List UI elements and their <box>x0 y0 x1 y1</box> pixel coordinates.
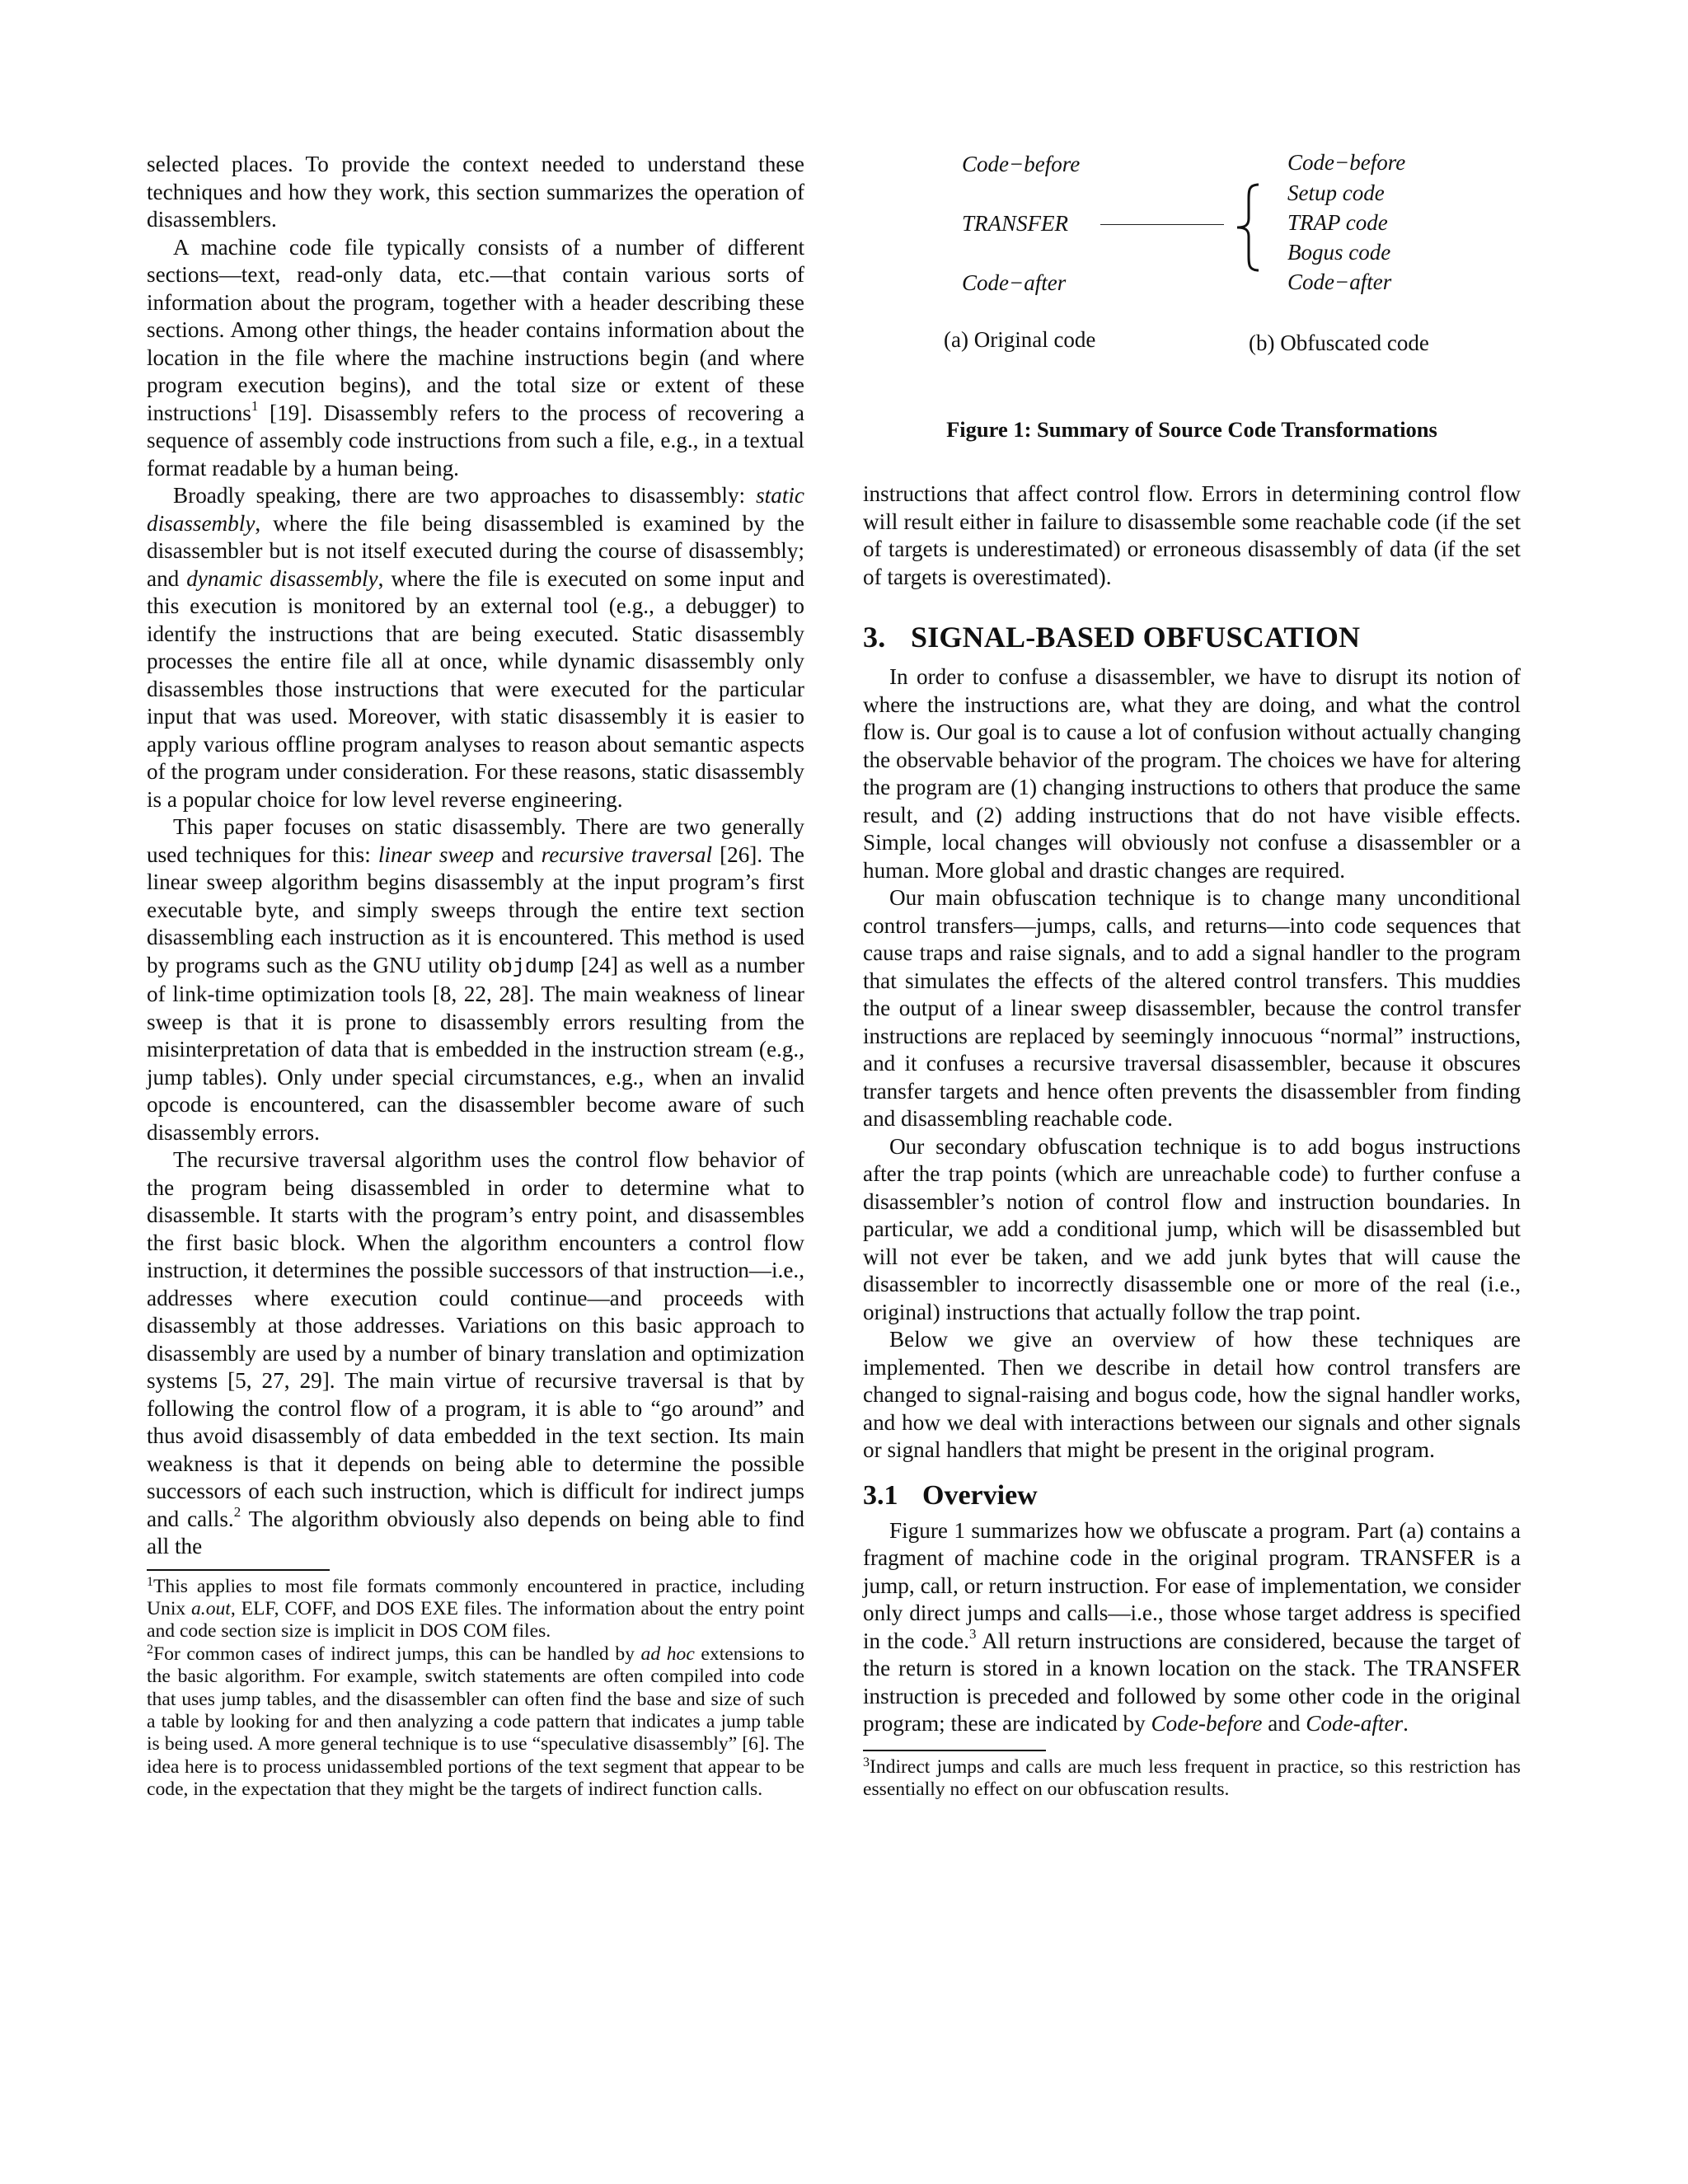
fig-b-setup-code: Setup code <box>1287 180 1385 205</box>
fig-a-transfer: TRANSFER <box>962 211 1068 236</box>
figure-caption: Figure 1: Summary of Source Code Transformations <box>946 417 1437 442</box>
footnote-3: $^3$Indirect jumps and calls are much less frequent in practice, so this restriction has essentially no effect on our obfuscation results. <box>863 1755 1521 1800</box>
fig-a-code-after: Code−after <box>962 270 1067 295</box>
paragraph: instructions that affect control flow. Errors in determining control flow will result either in failure to disassemble some reachable code (if the set of targets is underestimated) or erroneous disassembly of data (if the set of targets is overestimated). <box>863 481 1521 589</box>
paragraph: Figure 1 summarizes how we obfuscate a program. Part (a) contains a fragment of machine code in the original program. TRANSFER is a jump, call, or return instruction. For ease of implementation, we consider only direct jumps and calls—i.e., those whose target address is specified in the code.$^3$ All return instructions are considered, because the target of the return is stored in a known location on the stack. The TRANSFER instruction is preceded and followed by some other code in the original program; these are indicated by Code-before and Code-after. <box>863 1517 1521 1736</box>
paragraph: selected places. To provide the context needed to understand these techniques and how they work, this section summarizes the operation of disassemblers. <box>147 152 804 232</box>
footnote-rule <box>863 1750 1046 1751</box>
paragraph: In order to confuse a disassembler, we have to disrupt its notion of where the instructions are, what they are doing, and what the control flow is. Our goal is to cause a lot of confusion without actually changing the observable behavior of the program. The choices we have for altering the program are (1) changing instructions to others that produce the same result, and (2) adding instructions that do not have visible effects. Simple, local changes will obviously not confuse a disassembler or a human. More global and drastic changes are required. <box>863 664 1521 883</box>
transform-line <box>1100 224 1224 225</box>
fig-subcaption-a: (a) Original code <box>944 327 1096 352</box>
fig-b-code-after: Code−after <box>1287 269 1392 294</box>
fig-b-bogus-code: Bogus code <box>1287 240 1391 265</box>
paragraph: A machine code file typically consists of a number of different sections—text, read-only data, etc.—that contain various sorts of information about the program, together with a header describing these sections. Among other things, the header contains information about the location in the file where the machine instructions begin (and where program execution begins), and the total size or extent of these instructions$^1$ [19]. Disassembly refers to the process of recovering a sequence of assembly code instructions from such a file, e.g., in a textual format readable by a human being. <box>147 234 804 480</box>
section-heading: 3. SIGNAL-BASED OBFUSCATION <box>863 621 1361 654</box>
footnote-ref: 2 <box>233 1503 241 1520</box>
code-objdump: objdump <box>487 954 574 979</box>
fig-b-code-before: Code−before <box>1287 150 1406 175</box>
fig-subcaption-b: (b) Obfuscated code <box>1249 330 1429 355</box>
brace-icon <box>1232 182 1265 273</box>
paragraph: The recursive traversal algorithm uses the control flow behavior of the program being disassembled in order to determine what to disassemble. It starts with the program’s entry point, and disassembles the first basic block. When the algorithm encounters a control flow instruction, it determines the possible successors of that instruction—i.e., addresses where execution could continue—and proceeds with disassembly at those addresses. Variations on this basic approach to disassembly are used by a number of binary translation and optimization systems [5, 27, 29]. The main virtue of recursive traversal is that by following the control flow of a program, it is able to “go around” and thus avoid disassembly of data embedded in the text section. Its main weakness is that it depends on being able to determine the possible successors of each such instruction, which is difficult for indirect jumps and calls.$^2$ The algorithm obviously also depends on being able to find all the <box>147 1147 805 1558</box>
subsection-heading: 3.1 Overview <box>863 1479 1038 1511</box>
left-column <box>147 151 804 1802</box>
fig-a-code-before: Code−before <box>962 152 1081 176</box>
footnote-ref: 3 <box>969 1625 977 1642</box>
footnote-2: $^2$For common cases of indirect jumps, this can be handled by ad hoc extensions to the basic algorithm. For example, switch statements are often compiled into code that uses jump tables, and the disassembler can often find the base and size of such a table by looking for and then analyzing a code pattern that indicates a jump table is being used. A more general technique is to use “speculative disassembly” [6]. The idea here is to process unidassembled portions of the text segment that appear to be code, in the expectation that they might be the targets of indirect function calls. <box>147 1642 804 1801</box>
paragraph: Our main obfuscation technique is to change many unconditional control transfers—jumps, calls, and returns—into code sequences that cause traps and raise signals, and to add a signal handler to the program that simulates the effects of the altered control transfers. This muddies the output of a linear sweep disassembler, because the control transfer instructions are replaced by seemingly innocuous “normal” instructions, and it confuses a recursive traversal disassembler, because it obscures transfer targets and hence often prevents the disassembler from finding and disassembling reachable code. <box>863 885 1521 1131</box>
fig-b-trap-code: TRAP code <box>1287 210 1388 235</box>
paragraph: This paper focuses on static disassembly. There are two generally used techniques for this: linear sweep and recursive traversal [26]. The linear sweep algorithm begins disassembly at the input program’s first executable byte, and simply sweeps through the entire text section disassembling each instruction as it is encountered. This method is used by programs such as the GNU utility objdump [24] as well as a number of link-time optimization tools [8, 22, 28]. The main weakness of linear sweep is that it is prone to disassembly errors resulting from the misinterpretation of data that is embedded in the instruction stream (e.g., jump tables). Only under special circumstances, e.g., when an invalid opcode is encountered, can the disassembler become aware of such disassembly errors. <box>147 814 804 1145</box>
paragraph: Below we give an overview of how these techniques are implemented. Then we describe in detail how control transfers are changed to signal-raising and bogus code, how the signal handler works, and how we deal with interactions between our signals and other signals or signal handlers that might be present in the original program. <box>863 1327 1521 1462</box>
right-column <box>863 480 1521 1801</box>
figure-1 <box>863 144 1521 449</box>
footnote-1: $^1$This applies to most file formats commonly encountered in practice, including Unix a.out, ELF, COFF, and DOS EXE files. The information about the entry point and code section size is implicit in DOS COM files. <box>147 1574 804 1643</box>
footnote-ref: 1 <box>251 397 259 414</box>
paragraph: Broadly speaking, there are two approaches to disassembly: static disassembly, where the file being disassembled is examined by the disassembler but is not itself executed during the course of disassembly; and dynamic disassembly, where the file is executed on some input and this execution is monitored by an external tool (e.g., a debugger) to identify the instructions that are being executed. Static disassembly processes the entire file all at once, while dynamic disassembly only disassembles those instructions that were executed for the particular input that was used. Moreover, with static disassembly it is easier to apply various offline program analyses to reason about semantic aspects of the program under consideration. For these reasons, static disassembly is a popular choice for low level reverse engineering. <box>147 483 804 812</box>
footnote-rule <box>147 1569 330 1571</box>
paragraph: Our secondary obfuscation technique is to add bogus instructions after the trap points (which are unreachable code) to further confuse a disassembler’s notion of control flow and instruction boundaries. In particular, we add a conditional jump, which will be disassembled but will not ever be taken, and we add junk bytes that will cause the disassembler to incorrectly disassemble one or more of the real (i.e., original) instructions that actually follow the trap point. <box>863 1133 1521 1324</box>
